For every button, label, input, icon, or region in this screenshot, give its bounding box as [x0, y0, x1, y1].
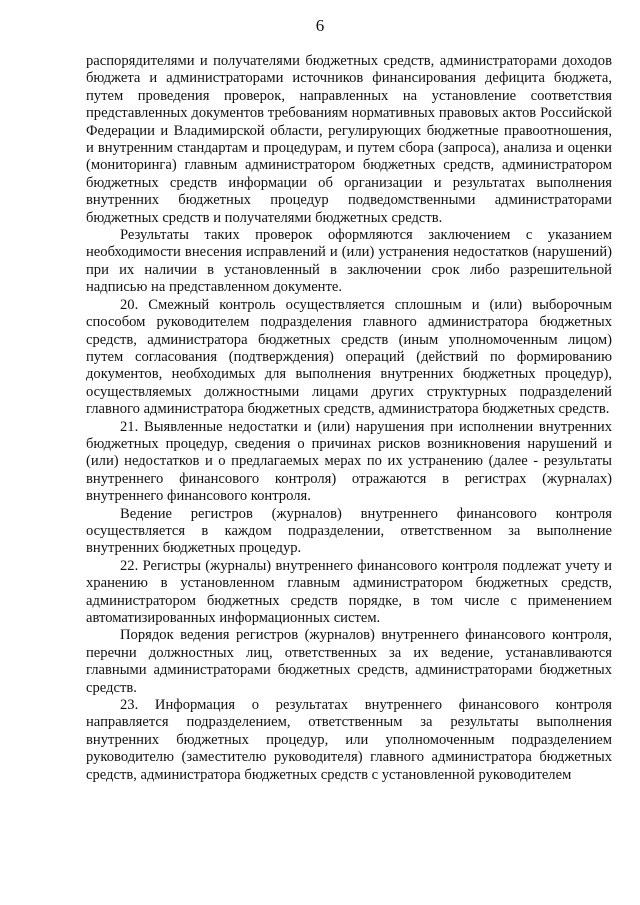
- document-body: [86, 53, 612, 784]
- page-number: 6: [315, 16, 325, 35]
- paragraph-item-23: 23. Информация о результатах внутреннего финансового контроля направляется подразделением, ответственным за результаты выполнения внутренних бюджетных процедур, или уполномоченным подразделением руководителю (заместителю руководителя) главного администратора бюджетных средств, администратора бюджетных средств с установленной руководителем: [86, 697, 612, 783]
- paragraph-item-21: 21. Выявленные недостатки и (или) нарушения при исполнении внутренних бюджетных процедур, сведения о причинах рисков возникновения нарушений и (или) недостатков и о предлагаемых мерах по их устранению (далее - результаты внутреннего финансового контроля) отражаются в регистрах (журналах) внутреннего финансового контроля.: [86, 418, 612, 505]
- paragraph-inspection-results: Результаты таких проверок оформляются заключением с указанием необходимости внесения исправлений и (или) устранения недостатков (нарушений) при их наличии в установленный в заключении срок либо разрешительной надписью на представленном документе.: [86, 227, 612, 296]
- paragraph-registers-procedure: Порядок ведения регистров (журналов) внутреннего финансового контроля, перечни должностных лиц, ответственных за их ведение, устанавливаются главными администраторами бюджетных средств, администраторами бюджетных средств.: [86, 627, 612, 696]
- paragraph-item-20: 20. Смежный контроль осуществляется сплошным и (или) выборочным способом руководителем подразделения главного администратора бюджетных средств, администратора бюджетных средств (иным уполномоченным лицом) путем согласования (подтверждения) операций (действий по формированию документов, необходимых для выполнения внутренних бюджетных процедур), осуществляемых должностными лицами других структурных подразделений главного администратора бюджетных средств, администратора бюджетных средств.: [86, 296, 612, 418]
- paragraph-continuation: распорядителями и получателями бюджетных средств, администраторами доходов бюджета и администраторами источников финансирования дефицита бюджета, путем проведения проверок, направленных на установление соответствия представленных документов требованиям нормативных правовых актов Российской Федерации и Владимирской области, регулирующих бюджетные правоотношения, и внутренним стандартам и процедурам, и путем сбора (запроса), анализа и оценки (мониторинга) главным администратором бюджетных средств, администратором бюджетных средств информации об организации и результатах выполнения внутренних бюджетных процедур подведомственными администраторами бюджетных средств и получателями бюджетных средств.: [86, 53, 612, 226]
- paragraph-registers-maintenance: Ведение регистров (журналов) внутреннего финансового контроля осуществляется в каждом подразделении, ответственном за выполнение внутренних бюджетных процедур.: [86, 505, 612, 557]
- paragraph-item-22: 22. Регистры (журналы) внутреннего финансового контроля подлежат учету и хранению в установленном главным администратором бюджетных средств, администратором бюджетных средств порядке, в том числе с применением автоматизированных информационных систем.: [86, 557, 612, 626]
